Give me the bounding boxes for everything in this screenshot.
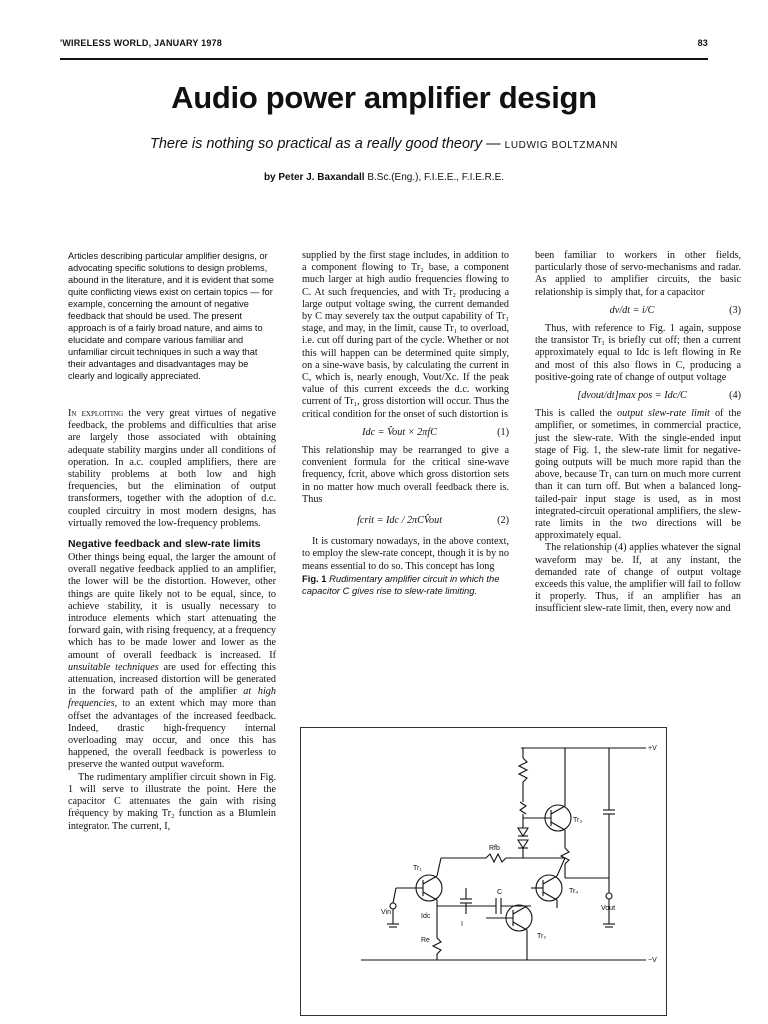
- caption-text: Rudimentary amplifier circuit in which the capacitor C gives rise to slew-rate limiting.: [302, 572, 500, 596]
- label-tr4: Tr₄: [569, 888, 579, 895]
- equation-1: [302, 427, 509, 439]
- label-tr3: Tr₃: [573, 817, 583, 824]
- journal-line: 'WIRELESS WORLD, JANUARY 1978: [60, 38, 222, 48]
- italic-run: output slew-rate limit: [617, 408, 710, 420]
- text-run: of the amplifier, or sometimes, in commercial practice, just the slew-rate. With the single-ended input stage of Fig. 1, the slew-rate limit for negative-going outputs will be much more rapid than the above, because Tr₁ can turn on much more current than it can turn off. But when a balanced long-tailed-pair input stage is used, as in most integrated-circuit operational amplifiers, the slew-rate limits in the two directions will be approximately equal.: [535, 408, 741, 542]
- intro-paragraph: [68, 408, 276, 530]
- text-run: This is called the: [535, 408, 618, 420]
- page-number: 83: [697, 38, 708, 48]
- abstract: Articles describing particular amplifier designs, or advocating specific solutions to design problems, abound in the literature, and it is evident that some quite conflicting views exist on certain topics — for example, concerning the amount of negative feedback that should be used. The present approach is of a fairly broad nature, and aims to elucidate and compare various familiar and unfamiliar circuit techniques in such a way that their advantages and disadvantages may be clearly and logically appreciated.: [68, 251, 274, 381]
- intro-lead: In exploiting: [68, 408, 124, 419]
- article-title: Audio power amplifier design: [171, 80, 597, 115]
- text-run: are used for effecting this attenuation, increased distortion will be generated in the forward path of the amplifier: [68, 661, 276, 698]
- col2-paragraph-2: This relationship may be rearranged to give a convenient formula for the critical sine-wave frequency, fcrit, above which gross distortion sets in no matter how much overall feedback there is. Thus: [302, 445, 509, 505]
- caption-label: Fig. 1: [302, 572, 327, 584]
- label-i: I: [461, 921, 463, 928]
- label-tr2: Tr₂: [537, 933, 547, 940]
- equation-4-number: (4): [729, 390, 741, 402]
- label-minus-v: −V: [648, 957, 657, 964]
- equation-2-number: (2): [497, 515, 509, 527]
- column-2: [302, 250, 509, 597]
- col2-paragraph-1: supplied by the first stage includes, in addition to a component flowing to Tr₂ base, a component much larger at high audio frequencies flowing to C. At such frequencies, and with Tr₂ producing a large output voltage swing, the current demanded by C may severely tax the output capability of Tr₁ stage, and may, in the limit, cause Tr₁ to overload, i.e. cut off during part of the cycle. Whether or not this will happen can be determined quite simply, on a sine-wave basis, by calculating the current in C, which is, nearly enough, Vout/Xc. If the peak value of this current exceeds the d.c. working current of Tr₁, gross distortion will occur. Thus the critical condition for the onset of such distortion is: [302, 250, 509, 420]
- circuit-diagram: [301, 728, 666, 1015]
- equation-1-expr: Idc = V̂out × 2πfC: [362, 426, 437, 438]
- equation-2-expr: fcrit = Idc / 2πCV̂out: [357, 515, 443, 527]
- author-name: by Peter J. Baxandall: [263, 172, 365, 183]
- text-run: , to an extent which may more than offset the advantages of the increased feedback. Indeed, drastic high-frequency internal overloading may occur, and once this has happened, the overall feedback is powerless to preserve the wanted output waveform.: [68, 698, 276, 771]
- author-credentials: B.Sc.(Eng.), F.I.E.E., F.I.E.R.E.: [367, 172, 505, 183]
- col3-paragraph-4: The relationship (4) applies whatever the signal waveform may be. If, at any instant, the demanded rate of change of output voltage exceeds this value, the amplifier will fail to follow it properly. Thus, if an amplifier has an insufficient slew-rate limit, then, every now and: [535, 542, 741, 615]
- col1-paragraph-1: [68, 552, 276, 772]
- diode-2: [518, 840, 528, 848]
- label-plus-v: +V: [648, 745, 657, 752]
- col3-paragraph-3: [535, 408, 741, 542]
- text-run: Other things being equal, the larger the amount of overall negative feedback applied to an amplifier, the lower will be the distortion. However, other things are quite likely not to be equal, since, to achieve stability, it is usually necessary to introduce elements which start attenuating the forward gain, with rising frequency, at a frequency which has to be made lower and lower as the amount of overall feedback is increased. If: [68, 552, 276, 661]
- rfb-resistor: [486, 854, 506, 862]
- col3-paragraph-2: Thus, with reference to Fig. 1 again, suppose the transistor Tr₁ is briefly cut off; then a current approximately equal to Idc is left flowing in Re and most of this also flows in C, producing a positive-going rate of change of output voltage: [535, 323, 741, 383]
- equation-3-expr: dv/dt = i/C: [609, 304, 655, 316]
- column-1: [68, 250, 276, 833]
- resistor-small: [520, 802, 526, 814]
- italic-run: unsuitable techniques: [68, 661, 159, 673]
- byline: [0, 172, 768, 183]
- col3-paragraph-1: been familiar to workers in other fields, particularly those of servo-mechanisms and radar. As applied to amplifier circuits, the basic relationship is simply that, for a capacitor: [535, 250, 741, 298]
- col1-paragraph-2: The rudimentary amplifier circuit shown in Fig. 1 will serve to illustrate the point. Here the capacitor C attenuates the gain with rising fréquency by making Tr₂ function as a Blumlein integrator. The current, I,: [68, 771, 276, 832]
- equation-1-number: (1): [497, 426, 509, 438]
- figure-1-circuit: [300, 727, 667, 1016]
- equation-2: [302, 515, 509, 527]
- label-rfb: Rfb: [489, 845, 500, 852]
- epigraph-author: LUDWIG BOLTZMANN: [504, 140, 618, 151]
- label-idc: Idc: [421, 913, 431, 920]
- label-re: Re: [421, 937, 430, 944]
- label-tr1: Tr₁: [413, 865, 422, 872]
- running-header: [60, 38, 708, 52]
- equation-3: [535, 305, 741, 317]
- header-rule: [60, 58, 708, 60]
- label-vin: Vin: [381, 909, 391, 916]
- equation-4-expr: [dvout/dt]max pos = Idc/C: [577, 390, 687, 402]
- equation-3-number: (3): [729, 304, 741, 316]
- epigraph: [0, 136, 768, 152]
- figure-caption: [302, 573, 509, 597]
- col2-paragraph-3: It is customary nowadays, in the above context, to employ the slew-rate concept, though it is by no means essential to do so. This concept has long: [302, 536, 509, 572]
- equation-4: [535, 390, 741, 402]
- italic-run: at high frequencies: [68, 686, 276, 710]
- label-c: C: [497, 889, 503, 896]
- column-3: [535, 250, 741, 616]
- intro-text: the very great virtues of negative feedback, the problems and difficulties that arise are largely those associated with obtaining adequate stability margins under all conditions of operation. In a.c. coupled amplifiers, there are stability problems at both low and high frequencies, but the elimination of output transformers, together with the adoption of d.c. coupled circuitry in most modern designs, has virtually removed the low-frequency problems.: [68, 408, 276, 529]
- section-heading: Negative feedback and slew-rate limits: [68, 538, 261, 551]
- diode-1: [518, 828, 528, 836]
- label-vout: Vout: [601, 905, 616, 912]
- epigraph-text: There is nothing so practical as a really good theory —: [150, 136, 501, 152]
- resistor-top: [519, 758, 527, 782]
